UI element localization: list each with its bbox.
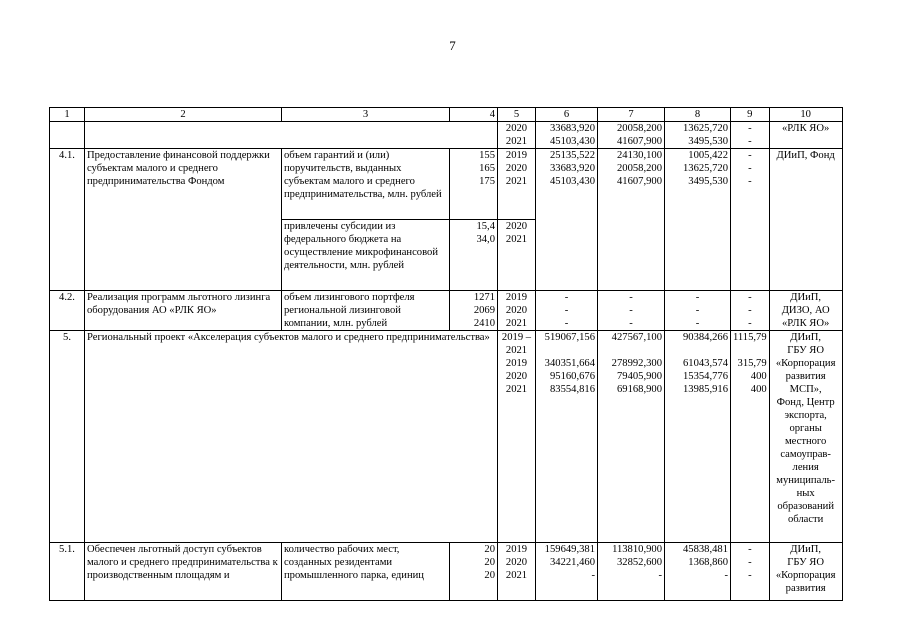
table-row xyxy=(50,543,843,601)
table-row xyxy=(50,122,843,149)
value-cell: 25135,522 33683,920 45103,430 xyxy=(536,149,598,291)
header-cell: 1 xyxy=(50,108,85,122)
row-number: 5.1. xyxy=(50,543,85,601)
value-cell: 427567,100 278992,300 79405,900 69168,900 xyxy=(598,331,665,543)
value-cell: 33683,920 45103,430 xyxy=(536,122,598,149)
executor-cell: ДИиП, ГБУ ЯО «Корпорация развития xyxy=(769,543,842,601)
executor-cell: ДИиП, ГБУ ЯО «Корпорация развития МСП», Фонд, Центр экспорта, органы местного самоуправ- ления муниципаль- ных образований области xyxy=(769,331,842,543)
years-cell: 2020 2021 xyxy=(498,220,536,291)
indicator-value: 20 20 20 xyxy=(450,543,498,601)
header-cell: 10 xyxy=(769,108,842,122)
project-name: Региональный проект «Акселерация субъектов малого и среднего предпринимательства» xyxy=(85,331,498,543)
cell-empty xyxy=(50,122,85,149)
table-row xyxy=(50,291,843,331)
executor-cell: ДИиП, Фонд xyxy=(769,149,842,291)
indicator-name: объем лизингового портфеля региональной лизинговой компании, млн. рублей xyxy=(282,291,450,331)
value-cell: 113810,900 32852,600 - xyxy=(598,543,665,601)
row-number: 4.1. xyxy=(50,149,85,291)
page-number: 7 xyxy=(449,38,456,53)
years-cell: 2019 2020 2021 xyxy=(498,543,536,601)
value-cell: 24130,100 20058,200 41607,900 xyxy=(598,149,665,291)
header-cell: 9 xyxy=(731,108,770,122)
value-cell: - - - xyxy=(665,291,731,331)
header-cell: 2 xyxy=(85,108,282,122)
value-cell: 1115,79 315,79 400 400 xyxy=(731,331,770,543)
years-cell: 2020 2021 xyxy=(498,122,536,149)
header-cell: 8 xyxy=(665,108,731,122)
value-cell: - - - xyxy=(731,543,770,601)
value-cell: 519067,156 340351,664 95160,676 83554,816 xyxy=(536,331,598,543)
cell-empty xyxy=(85,122,498,149)
header-cell: 5 xyxy=(498,108,536,122)
header-cell: 3 xyxy=(282,108,450,122)
measure-name: Реализация программ льготного лизинга оборудования АО «РЛК ЯО» xyxy=(85,291,282,331)
years-cell: 2019 2020 2021 xyxy=(498,149,536,220)
value-cell: - - - xyxy=(598,291,665,331)
header-cell: 4 xyxy=(450,108,498,122)
row-number: 4.2. xyxy=(50,291,85,331)
indicator-name: объем гарантий и (или) поручительств, выданных субъектам малого и среднего предпринимательства, млн. рублей xyxy=(282,149,450,220)
executor-cell: ДИиП, ДИЗО, АО «РЛК ЯО» xyxy=(769,291,842,331)
value-cell: - - - xyxy=(731,291,770,331)
years-cell: 2019 – 2021 2019 2020 2021 xyxy=(498,331,536,543)
header-cell: 6 xyxy=(536,108,598,122)
indicator-value: 15,4 34,0 xyxy=(450,220,498,291)
value-cell: 13625,720 3495,530 xyxy=(665,122,731,149)
executor-cell: «РЛК ЯО» xyxy=(769,122,842,149)
value-cell: - - xyxy=(731,122,770,149)
years-cell: 2019 2020 2021 xyxy=(498,291,536,331)
value-cell: 1005,422 13625,720 3495,530 xyxy=(665,149,731,291)
measure-name: Обеспечен льготный доступ субъектов малого и среднего предпринимательства к производственным площадям и xyxy=(85,543,282,601)
table-row xyxy=(50,149,843,220)
indicator-name: количество рабочих мест, созданных резидентами промышленного парка, единиц xyxy=(282,543,450,601)
indicator-name: привлечены субсидии из федерального бюджета на осуществление микрофинансовой деятельности, млн. рублей xyxy=(282,220,450,291)
value-cell: 45838,481 1368,860 - xyxy=(665,543,731,601)
indicator-value: 155 165 175 xyxy=(450,149,498,220)
header-row xyxy=(50,108,843,122)
header-cell: 7 xyxy=(598,108,665,122)
row-number: 5. xyxy=(50,331,85,543)
table-row xyxy=(50,331,843,543)
value-cell: 90384,266 61043,574 15354,776 13985,916 xyxy=(665,331,731,543)
value-cell: - - - xyxy=(731,149,770,291)
value-cell: - - - xyxy=(536,291,598,331)
indicator-value: 1271 2069 2410 xyxy=(450,291,498,331)
value-cell: 159649,381 34221,460 - xyxy=(536,543,598,601)
program-table xyxy=(49,107,843,601)
measure-name: Предоставление финансовой поддержки субъектам малого и среднего предпринимательства Фондом xyxy=(85,149,282,291)
value-cell: 20058,200 41607,900 xyxy=(598,122,665,149)
